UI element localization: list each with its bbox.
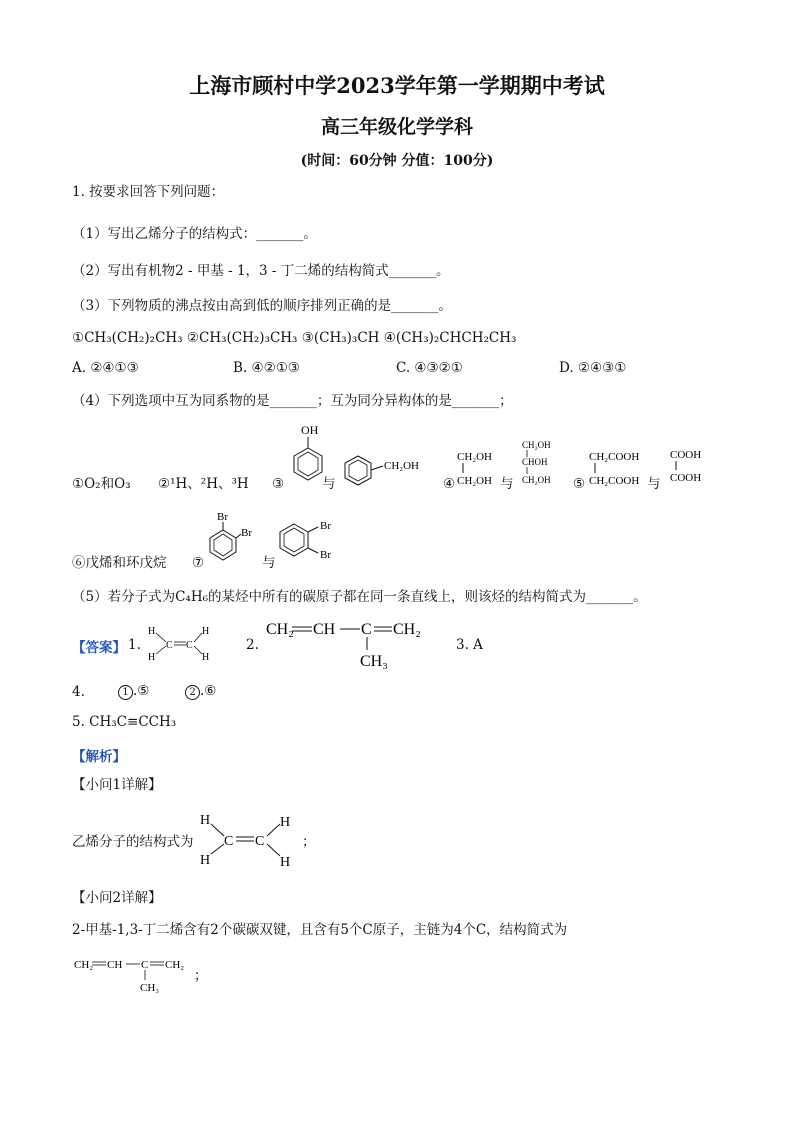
svg-text:CH₂OH: CH₂OH	[457, 451, 493, 463]
option-b: B. ④②①③	[233, 360, 300, 376]
svg-text:Br: Br	[320, 520, 331, 532]
question-part-5: （5）若分子式为C₄H₆的某烃中所有的碳原子都在同一条直线上，则该烃的结构简式为_______。	[72, 589, 647, 605]
svg-text:Br: Br	[241, 527, 252, 539]
svg-text:C: C	[361, 621, 372, 638]
svg-text:CHOH: CHOH	[522, 457, 548, 467]
answer-4-part-2	[185, 683, 216, 700]
svg-text:C: C	[141, 959, 149, 971]
exam-subtitle: 高三年级化学学科	[320, 116, 473, 138]
dibromobenzene-1-structure	[205, 508, 255, 564]
pair-5-with: 与	[647, 476, 661, 492]
svg-text:CH₂OH: CH₂OH	[384, 460, 420, 472]
svg-text:COOH: COOH	[670, 449, 702, 461]
svg-text:C: C	[166, 640, 173, 651]
svg-text:OH: OH	[301, 423, 319, 437]
svg-text:CH₂OH: CH₂OH	[522, 440, 551, 450]
question-part-2: （2）写出有机物2 - 甲基 - 1，3 - 丁二烯的结构简式_______。	[72, 263, 450, 279]
isoprene-structure-large	[264, 614, 434, 672]
svg-text:Br: Br	[217, 511, 228, 523]
svg-text:CH₂OH: CH₂OH	[522, 475, 551, 485]
option-d: D. ②④③①	[559, 360, 627, 376]
svg-text:CH: CH	[107, 959, 123, 971]
answer-3: 3. A	[456, 637, 483, 653]
answer-4-part-2-value: .⑥	[200, 683, 217, 699]
detail-2-text: 2-甲基-1,3-丁二烯含有2个碳碳双键，且含有5个C原子，主链为4个C，结构简式为	[72, 922, 568, 938]
svg-text:H: H	[148, 626, 156, 637]
pair-5-label: ⑤	[573, 476, 586, 492]
pair-6: ⑥戊烯和环戊烷	[72, 555, 167, 571]
pair-4-with: 与	[500, 476, 514, 492]
svg-text:COOH: COOH	[670, 472, 702, 484]
pair-7-label: ⑦	[192, 555, 205, 571]
circled-number-2: 2	[185, 685, 200, 700]
svg-text:CH₂COOH: CH₂COOH	[589, 451, 640, 463]
ethylene-structure-small	[146, 622, 216, 666]
svg-text:CH₂OH: CH₂OH	[457, 475, 493, 487]
pair-7-with: 与	[262, 555, 276, 571]
option-c: C. ④③②①	[396, 360, 463, 376]
question-part-1: （1）写出乙烯分子的结构式：_______。	[72, 226, 317, 242]
svg-text:CH₂: CH₂	[74, 959, 94, 971]
detail-2-tail: ；	[194, 968, 208, 984]
analysis-label: 【解析】	[72, 749, 126, 765]
answer-4-number: 4.	[72, 684, 85, 700]
succinic-acid-structure	[587, 448, 649, 488]
exam-meta: (时间：60分钟 分值：100分)	[300, 153, 494, 169]
detail-1-text: 乙烯分子的结构式为	[72, 834, 194, 850]
svg-text:H: H	[148, 652, 156, 663]
benzyl-alcohol-structure	[343, 450, 425, 492]
ethylene-glycol-structure	[455, 448, 505, 488]
question-intro: 1. 按要求回答下列问题：	[72, 184, 225, 200]
detail-2-heading: 【小问2详解】	[72, 890, 162, 906]
answer-2-number: 2.	[246, 637, 259, 653]
question-3-items: ①CH₃(CH₂)₂CH₃ ②CH₃(CH₂)₃CH₃ ③(CH₃)₃CH ④(CH₃)₂CHCH₂CH₃	[72, 330, 517, 346]
answer-1-number: 1.	[128, 637, 141, 653]
option-a: A. ②④①③	[72, 360, 139, 376]
svg-text:CH₂: CH₂	[165, 959, 185, 971]
answer-4-part-1	[118, 683, 149, 700]
question-part-4: （4）下列选项中互为同系物的是_______；互为同分异构体的是_______；	[72, 393, 513, 409]
pair-2: ②¹H、²H、³H	[158, 476, 249, 492]
answer-4-part-1-value: .⑤	[133, 683, 150, 699]
answer-label: 【答案】	[72, 640, 126, 656]
svg-text:H: H	[202, 626, 210, 637]
answer-5: 5. CH₃C≡CCH₃	[72, 714, 177, 730]
svg-text:C: C	[186, 640, 193, 651]
svg-text:CH₂COOH: CH₂COOH	[589, 475, 640, 487]
dibromobenzene-2-structure	[276, 514, 346, 564]
detail-1-tail: ；	[302, 834, 316, 850]
pair-3-label: ③	[272, 476, 285, 492]
question-part-3: （3）下列物质的沸点按由高到低的顺序排列正确的是_______。	[72, 298, 452, 314]
svg-text:CH₃: CH₃	[360, 653, 388, 670]
svg-text:CH₂: CH₂	[266, 621, 294, 638]
exam-title: 上海市顾村中学2023学年第一学期期中考试	[189, 73, 605, 98]
pair-1: ①O₂和O₃	[72, 476, 131, 492]
svg-text:H: H	[200, 813, 211, 828]
circled-number-1: 1	[118, 685, 133, 700]
svg-text:C: C	[255, 834, 265, 849]
detail-1-heading: 【小问1详解】	[72, 777, 162, 793]
svg-text:CH₃: CH₃	[140, 982, 160, 994]
svg-text:H: H	[280, 815, 291, 830]
svg-text:Br: Br	[320, 549, 331, 561]
ethylene-structure-large	[196, 808, 302, 870]
glycerol-structure	[520, 438, 560, 488]
oxalic-acid-structure	[668, 446, 712, 486]
svg-text:C: C	[224, 834, 234, 849]
svg-text:H: H	[202, 652, 210, 663]
svg-text:CH₂: CH₂	[393, 621, 421, 638]
svg-text:CH: CH	[313, 621, 336, 638]
pair-3-with: 与	[322, 476, 336, 492]
pair-4-label: ④	[443, 476, 456, 492]
isoprene-structure-small	[72, 952, 200, 996]
svg-text:H: H	[280, 855, 291, 870]
phenol-structure	[283, 420, 333, 492]
svg-text:H: H	[200, 853, 211, 868]
